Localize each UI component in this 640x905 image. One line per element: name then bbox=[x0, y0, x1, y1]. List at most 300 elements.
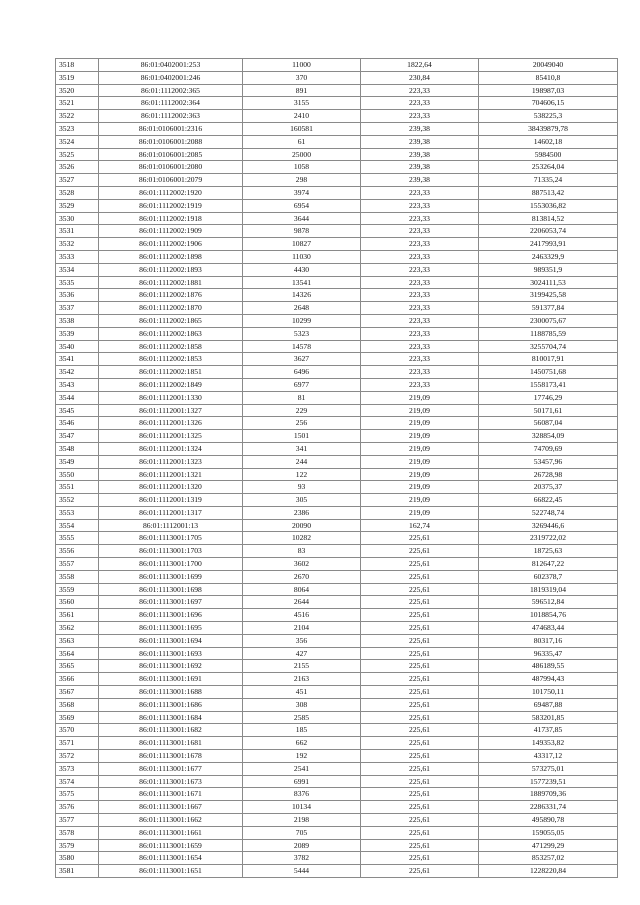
value-cell: 101750,11 bbox=[479, 686, 618, 699]
rate-cell: 225,61 bbox=[361, 762, 479, 775]
rate-cell: 225,61 bbox=[361, 775, 479, 788]
cadastral-number-cell: 86:01:1112002:365 bbox=[99, 84, 243, 97]
area-cell: 3155 bbox=[243, 97, 361, 110]
row-number-cell: 3546 bbox=[56, 417, 99, 430]
value-cell: 26728,98 bbox=[479, 468, 618, 481]
rate-cell: 219,09 bbox=[361, 455, 479, 468]
value-cell: 69487,88 bbox=[479, 698, 618, 711]
row-number-cell: 3561 bbox=[56, 609, 99, 622]
cadastral-number-cell: 86:01:1112001:1330 bbox=[99, 391, 243, 404]
value-cell: 810017,91 bbox=[479, 353, 618, 366]
area-cell: 6977 bbox=[243, 378, 361, 391]
rate-cell: 223,33 bbox=[361, 353, 479, 366]
area-cell: 370 bbox=[243, 71, 361, 84]
value-cell: 596512,84 bbox=[479, 596, 618, 609]
area-cell: 10299 bbox=[243, 314, 361, 327]
value-cell: 96335,47 bbox=[479, 647, 618, 660]
area-cell: 705 bbox=[243, 826, 361, 839]
row-number-cell: 3533 bbox=[56, 250, 99, 263]
row-number-cell: 3560 bbox=[56, 596, 99, 609]
table-row bbox=[56, 289, 618, 302]
table-row bbox=[56, 532, 618, 545]
cadastral-number-cell: 86:01:1113001:1691 bbox=[99, 673, 243, 686]
table-row bbox=[56, 839, 618, 852]
rate-cell: 225,61 bbox=[361, 673, 479, 686]
cadastral-number-cell: 86:01:1112002:1898 bbox=[99, 250, 243, 263]
cadastral-number-cell: 86:01:1113001:1681 bbox=[99, 737, 243, 750]
value-cell: 602378,7 bbox=[479, 570, 618, 583]
area-cell: 10827 bbox=[243, 238, 361, 251]
cadastral-number-cell: 86:01:1113001:1696 bbox=[99, 609, 243, 622]
cadastral-number-cell: 86:01:1112002:1920 bbox=[99, 186, 243, 199]
area-cell: 14326 bbox=[243, 289, 361, 302]
cadastral-number-cell: 86:01:1112002:1865 bbox=[99, 314, 243, 327]
table-row bbox=[56, 801, 618, 814]
row-number-cell: 3539 bbox=[56, 327, 99, 340]
row-number-cell: 3547 bbox=[56, 430, 99, 443]
rate-cell: 219,09 bbox=[361, 468, 479, 481]
rate-cell: 219,09 bbox=[361, 404, 479, 417]
table-row bbox=[56, 519, 618, 532]
rate-cell: 225,61 bbox=[361, 839, 479, 852]
value-cell: 71335,24 bbox=[479, 174, 618, 187]
row-number-cell: 3555 bbox=[56, 532, 99, 545]
table-row bbox=[56, 135, 618, 148]
value-cell: 583201,85 bbox=[479, 711, 618, 724]
table-row bbox=[56, 250, 618, 263]
area-cell: 2644 bbox=[243, 596, 361, 609]
rate-cell: 225,61 bbox=[361, 711, 479, 724]
table-row bbox=[56, 558, 618, 571]
cadastral-number-cell: 86:01:1113001:1699 bbox=[99, 570, 243, 583]
rate-cell: 1822,64 bbox=[361, 59, 479, 72]
table-row bbox=[56, 378, 618, 391]
cadastral-number-cell: 86:01:1113001:1673 bbox=[99, 775, 243, 788]
cadastral-number-cell: 86:01:1112002:364 bbox=[99, 97, 243, 110]
row-number-cell: 3543 bbox=[56, 378, 99, 391]
cadastral-number-cell: 86:01:1113001:1694 bbox=[99, 634, 243, 647]
cadastral-number-cell: 86:01:1113001:1677 bbox=[99, 762, 243, 775]
value-cell: 56087,04 bbox=[479, 417, 618, 430]
value-cell: 3199425,58 bbox=[479, 289, 618, 302]
cadastral-number-cell: 86:01:1112001:1321 bbox=[99, 468, 243, 481]
row-number-cell: 3521 bbox=[56, 97, 99, 110]
cadastral-number-cell: 86:01:1113001:1682 bbox=[99, 724, 243, 737]
value-cell: 74709,69 bbox=[479, 442, 618, 455]
value-cell: 50171,61 bbox=[479, 404, 618, 417]
table-row bbox=[56, 314, 618, 327]
row-number-cell: 3580 bbox=[56, 852, 99, 865]
rate-cell: 223,33 bbox=[361, 238, 479, 251]
area-cell: 2410 bbox=[243, 110, 361, 123]
cadastral-number-cell: 86:01:0106001:2085 bbox=[99, 148, 243, 161]
area-cell: 298 bbox=[243, 174, 361, 187]
value-cell: 17746,29 bbox=[479, 391, 618, 404]
area-cell: 192 bbox=[243, 750, 361, 763]
row-number-cell: 3563 bbox=[56, 634, 99, 647]
rate-cell: 219,09 bbox=[361, 506, 479, 519]
table-row bbox=[56, 737, 618, 750]
table-row bbox=[56, 468, 618, 481]
value-cell: 41737,85 bbox=[479, 724, 618, 737]
row-number-cell: 3525 bbox=[56, 148, 99, 161]
table-row bbox=[56, 110, 618, 123]
row-number-cell: 3565 bbox=[56, 660, 99, 673]
area-cell: 61 bbox=[243, 135, 361, 148]
value-cell: 3024111,53 bbox=[479, 276, 618, 289]
value-cell: 80317,16 bbox=[479, 634, 618, 647]
cadastral-number-cell: 86:01:1112002:1919 bbox=[99, 199, 243, 212]
cadastral-number-cell: 86:01:1113001:1693 bbox=[99, 647, 243, 660]
value-cell: 1018854,76 bbox=[479, 609, 618, 622]
area-cell: 122 bbox=[243, 468, 361, 481]
row-number-cell: 3538 bbox=[56, 314, 99, 327]
rate-cell: 225,61 bbox=[361, 596, 479, 609]
table-row bbox=[56, 788, 618, 801]
table-row bbox=[56, 660, 618, 673]
table-row bbox=[56, 545, 618, 558]
rate-cell: 219,09 bbox=[361, 494, 479, 507]
row-number-cell: 3581 bbox=[56, 865, 99, 878]
row-number-cell: 3553 bbox=[56, 506, 99, 519]
table-row bbox=[56, 506, 618, 519]
cadastral-number-cell: 86:01:1112002:1893 bbox=[99, 263, 243, 276]
cadastral-number-cell: 86:01:1112002:1858 bbox=[99, 340, 243, 353]
rate-cell: 223,33 bbox=[361, 97, 479, 110]
area-cell: 2089 bbox=[243, 839, 361, 852]
value-cell: 328854,09 bbox=[479, 430, 618, 443]
table-row bbox=[56, 711, 618, 724]
cadastral-number-cell: 86:01:1112001:1319 bbox=[99, 494, 243, 507]
rate-cell: 225,61 bbox=[361, 609, 479, 622]
table-row bbox=[56, 609, 618, 622]
row-number-cell: 3532 bbox=[56, 238, 99, 251]
area-cell: 2648 bbox=[243, 302, 361, 315]
table-row bbox=[56, 826, 618, 839]
value-cell: 2206053,74 bbox=[479, 225, 618, 238]
cadastral-number-cell: 86:01:1113001:1671 bbox=[99, 788, 243, 801]
table-row bbox=[56, 634, 618, 647]
table-row bbox=[56, 199, 618, 212]
cadastral-number-cell: 86:01:1112001:1324 bbox=[99, 442, 243, 455]
table-row bbox=[56, 59, 618, 72]
value-cell: 14602,18 bbox=[479, 135, 618, 148]
row-number-cell: 3529 bbox=[56, 199, 99, 212]
cadastral-number-cell: 86:01:1113001:1654 bbox=[99, 852, 243, 865]
area-cell: 8376 bbox=[243, 788, 361, 801]
rate-cell: 225,61 bbox=[361, 814, 479, 827]
row-number-cell: 3540 bbox=[56, 340, 99, 353]
row-number-cell: 3535 bbox=[56, 276, 99, 289]
cadastral-number-cell: 86:01:1113001:1678 bbox=[99, 750, 243, 763]
area-cell: 4430 bbox=[243, 263, 361, 276]
cadastral-number-cell: 86:01:1113001:1692 bbox=[99, 660, 243, 673]
value-cell: 573275,01 bbox=[479, 762, 618, 775]
row-number-cell: 3578 bbox=[56, 826, 99, 839]
table-row bbox=[56, 84, 618, 97]
area-cell: 3974 bbox=[243, 186, 361, 199]
row-number-cell: 3572 bbox=[56, 750, 99, 763]
cadastral-number-cell: 86:01:1113001:1695 bbox=[99, 622, 243, 635]
row-number-cell: 3566 bbox=[56, 673, 99, 686]
cadastral-number-cell: 86:01:0402001:246 bbox=[99, 71, 243, 84]
area-cell: 2670 bbox=[243, 570, 361, 583]
row-number-cell: 3568 bbox=[56, 698, 99, 711]
table-row bbox=[56, 686, 618, 699]
value-cell: 2286331,74 bbox=[479, 801, 618, 814]
table-row bbox=[56, 212, 618, 225]
value-cell: 522748,74 bbox=[479, 506, 618, 519]
table-row bbox=[56, 814, 618, 827]
area-cell: 1058 bbox=[243, 161, 361, 174]
area-cell: 83 bbox=[243, 545, 361, 558]
cadastral-number-cell: 86:01:0106001:2080 bbox=[99, 161, 243, 174]
row-number-cell: 3518 bbox=[56, 59, 99, 72]
table-row bbox=[56, 302, 618, 315]
value-cell: 474683,44 bbox=[479, 622, 618, 635]
row-number-cell: 3536 bbox=[56, 289, 99, 302]
table-row bbox=[56, 865, 618, 878]
row-number-cell: 3528 bbox=[56, 186, 99, 199]
table-row bbox=[56, 596, 618, 609]
rate-cell: 225,61 bbox=[361, 698, 479, 711]
cadastral-number-cell: 86:01:1112001:1317 bbox=[99, 506, 243, 519]
value-cell: 495890,78 bbox=[479, 814, 618, 827]
rate-cell: 239,38 bbox=[361, 122, 479, 135]
area-cell: 11000 bbox=[243, 59, 361, 72]
area-cell: 341 bbox=[243, 442, 361, 455]
area-cell: 305 bbox=[243, 494, 361, 507]
table-row bbox=[56, 174, 618, 187]
rate-cell: 225,61 bbox=[361, 583, 479, 596]
rate-cell: 225,61 bbox=[361, 788, 479, 801]
value-cell: 813814,52 bbox=[479, 212, 618, 225]
row-number-cell: 3564 bbox=[56, 647, 99, 660]
rate-cell: 225,61 bbox=[361, 686, 479, 699]
table-row bbox=[56, 673, 618, 686]
rate-cell: 219,09 bbox=[361, 391, 479, 404]
area-cell: 10134 bbox=[243, 801, 361, 814]
cadastral-number-cell: 86:01:1113001:1705 bbox=[99, 532, 243, 545]
value-cell: 1553036,82 bbox=[479, 199, 618, 212]
table-row bbox=[56, 647, 618, 660]
table-row bbox=[56, 494, 618, 507]
rate-cell: 225,61 bbox=[361, 801, 479, 814]
area-cell: 6496 bbox=[243, 366, 361, 379]
row-number-cell: 3556 bbox=[56, 545, 99, 558]
value-cell: 20375,37 bbox=[479, 481, 618, 494]
rate-cell: 239,38 bbox=[361, 161, 479, 174]
row-number-cell: 3523 bbox=[56, 122, 99, 135]
row-number-cell: 3569 bbox=[56, 711, 99, 724]
row-number-cell: 3524 bbox=[56, 135, 99, 148]
rate-cell: 225,61 bbox=[361, 558, 479, 571]
area-cell: 256 bbox=[243, 417, 361, 430]
area-cell: 14578 bbox=[243, 340, 361, 353]
rate-cell: 225,61 bbox=[361, 737, 479, 750]
rate-cell: 239,38 bbox=[361, 135, 479, 148]
table-row bbox=[56, 417, 618, 430]
value-cell: 53457,96 bbox=[479, 455, 618, 468]
value-cell: 2319722,02 bbox=[479, 532, 618, 545]
cadastral-number-cell: 86:01:1112001:1327 bbox=[99, 404, 243, 417]
rate-cell: 239,38 bbox=[361, 148, 479, 161]
value-cell: 1819319,04 bbox=[479, 583, 618, 596]
rate-cell: 223,33 bbox=[361, 276, 479, 289]
area-cell: 2163 bbox=[243, 673, 361, 686]
area-cell: 3602 bbox=[243, 558, 361, 571]
row-number-cell: 3567 bbox=[56, 686, 99, 699]
cadastral-number-cell: 86:01:1113001:1661 bbox=[99, 826, 243, 839]
value-cell: 471299,29 bbox=[479, 839, 618, 852]
area-cell: 244 bbox=[243, 455, 361, 468]
area-cell: 93 bbox=[243, 481, 361, 494]
cadastral-number-cell: 86:01:1113001:1662 bbox=[99, 814, 243, 827]
rate-cell: 223,33 bbox=[361, 110, 479, 123]
row-number-cell: 3558 bbox=[56, 570, 99, 583]
row-number-cell: 3545 bbox=[56, 404, 99, 417]
table-row bbox=[56, 724, 618, 737]
area-cell: 2541 bbox=[243, 762, 361, 775]
value-cell: 704606,15 bbox=[479, 97, 618, 110]
table-row bbox=[56, 583, 618, 596]
table-row bbox=[56, 852, 618, 865]
area-cell: 20090 bbox=[243, 519, 361, 532]
cadastral-number-cell: 86:01:1112002:1849 bbox=[99, 378, 243, 391]
rate-cell: 225,61 bbox=[361, 634, 479, 647]
area-cell: 1501 bbox=[243, 430, 361, 443]
value-cell: 989351,9 bbox=[479, 263, 618, 276]
cadastral-number-cell: 86:01:1112002:1876 bbox=[99, 289, 243, 302]
table-row bbox=[56, 122, 618, 135]
area-cell: 451 bbox=[243, 686, 361, 699]
value-cell: 18725,63 bbox=[479, 545, 618, 558]
area-cell: 356 bbox=[243, 634, 361, 647]
cadastral-number-cell: 86:01:1113001:1667 bbox=[99, 801, 243, 814]
row-number-cell: 3550 bbox=[56, 468, 99, 481]
row-number-cell: 3520 bbox=[56, 84, 99, 97]
area-cell: 3627 bbox=[243, 353, 361, 366]
table-row bbox=[56, 225, 618, 238]
rate-cell: 223,33 bbox=[361, 199, 479, 212]
value-cell: 3269446,6 bbox=[479, 519, 618, 532]
rate-cell: 225,61 bbox=[361, 852, 479, 865]
cadastral-number-cell: 86:01:1113001:1659 bbox=[99, 839, 243, 852]
rate-cell: 223,33 bbox=[361, 263, 479, 276]
cadastral-number-cell: 86:01:1112002:1851 bbox=[99, 366, 243, 379]
rate-cell: 225,61 bbox=[361, 750, 479, 763]
rate-cell: 219,09 bbox=[361, 417, 479, 430]
rate-cell: 225,61 bbox=[361, 545, 479, 558]
cadastral-number-cell: 86:01:0106001:2316 bbox=[99, 122, 243, 135]
rate-cell: 223,33 bbox=[361, 212, 479, 225]
cadastral-number-cell: 86:01:1112001:1323 bbox=[99, 455, 243, 468]
rate-cell: 223,33 bbox=[361, 186, 479, 199]
rate-cell: 230,84 bbox=[361, 71, 479, 84]
area-cell: 2104 bbox=[243, 622, 361, 635]
value-cell: 812647,22 bbox=[479, 558, 618, 571]
row-number-cell: 3531 bbox=[56, 225, 99, 238]
cadastral-number-cell: 86:01:0106001:2079 bbox=[99, 174, 243, 187]
table-row bbox=[56, 148, 618, 161]
area-cell: 5444 bbox=[243, 865, 361, 878]
row-number-cell: 3559 bbox=[56, 583, 99, 596]
row-number-cell: 3526 bbox=[56, 161, 99, 174]
area-cell: 5323 bbox=[243, 327, 361, 340]
area-cell: 6954 bbox=[243, 199, 361, 212]
row-number-cell: 3534 bbox=[56, 263, 99, 276]
cadastral-number-cell: 86:01:1113001:1651 bbox=[99, 865, 243, 878]
rate-cell: 223,33 bbox=[361, 289, 479, 302]
table-row bbox=[56, 186, 618, 199]
table-row bbox=[56, 340, 618, 353]
cadastral-number-cell: 86:01:1112001:1325 bbox=[99, 430, 243, 443]
rate-cell: 225,61 bbox=[361, 622, 479, 635]
rate-cell: 223,33 bbox=[361, 302, 479, 315]
row-number-cell: 3544 bbox=[56, 391, 99, 404]
cadastral-number-cell: 86:01:1112002:1853 bbox=[99, 353, 243, 366]
table-row bbox=[56, 71, 618, 84]
rate-cell: 225,61 bbox=[361, 826, 479, 839]
rate-cell: 223,33 bbox=[361, 84, 479, 97]
table-row bbox=[56, 762, 618, 775]
table-row bbox=[56, 570, 618, 583]
cadastral-number-cell: 86:01:1112002:363 bbox=[99, 110, 243, 123]
value-cell: 1450751,68 bbox=[479, 366, 618, 379]
value-cell: 253264,04 bbox=[479, 161, 618, 174]
row-number-cell: 3542 bbox=[56, 366, 99, 379]
rate-cell: 223,33 bbox=[361, 314, 479, 327]
value-cell: 1558173,41 bbox=[479, 378, 618, 391]
value-cell: 486189,55 bbox=[479, 660, 618, 673]
table-row bbox=[56, 698, 618, 711]
rate-cell: 225,61 bbox=[361, 532, 479, 545]
rate-cell: 223,33 bbox=[361, 250, 479, 263]
row-number-cell: 3579 bbox=[56, 839, 99, 852]
row-number-cell: 3522 bbox=[56, 110, 99, 123]
row-number-cell: 3530 bbox=[56, 212, 99, 225]
rate-cell: 239,38 bbox=[361, 174, 479, 187]
cadastral-number-cell: 86:01:1113001:1686 bbox=[99, 698, 243, 711]
area-cell: 10282 bbox=[243, 532, 361, 545]
rate-cell: 223,33 bbox=[361, 327, 479, 340]
table-row bbox=[56, 97, 618, 110]
row-number-cell: 3527 bbox=[56, 174, 99, 187]
cadastral-number-cell: 86:01:1112002:1863 bbox=[99, 327, 243, 340]
cadastral-number-cell: 86:01:1113001:1698 bbox=[99, 583, 243, 596]
area-cell: 229 bbox=[243, 404, 361, 417]
cadastral-number-cell: 86:01:1112002:1909 bbox=[99, 225, 243, 238]
cadastral-number-cell: 86:01:1112002:1918 bbox=[99, 212, 243, 225]
area-cell: 81 bbox=[243, 391, 361, 404]
rate-cell: 225,61 bbox=[361, 570, 479, 583]
rate-cell: 223,33 bbox=[361, 366, 479, 379]
rate-cell: 223,33 bbox=[361, 340, 479, 353]
area-cell: 2155 bbox=[243, 660, 361, 673]
area-cell: 185 bbox=[243, 724, 361, 737]
area-cell: 9878 bbox=[243, 225, 361, 238]
table-row bbox=[56, 327, 618, 340]
rate-cell: 225,61 bbox=[361, 647, 479, 660]
table-row bbox=[56, 442, 618, 455]
value-cell: 159055,05 bbox=[479, 826, 618, 839]
value-cell: 887513,42 bbox=[479, 186, 618, 199]
value-cell: 1889709,36 bbox=[479, 788, 618, 801]
area-cell: 2386 bbox=[243, 506, 361, 519]
cadastral-number-cell: 86:01:1113001:1684 bbox=[99, 711, 243, 724]
cadastral-number-cell: 86:01:1112001:13 bbox=[99, 519, 243, 532]
table-row bbox=[56, 455, 618, 468]
